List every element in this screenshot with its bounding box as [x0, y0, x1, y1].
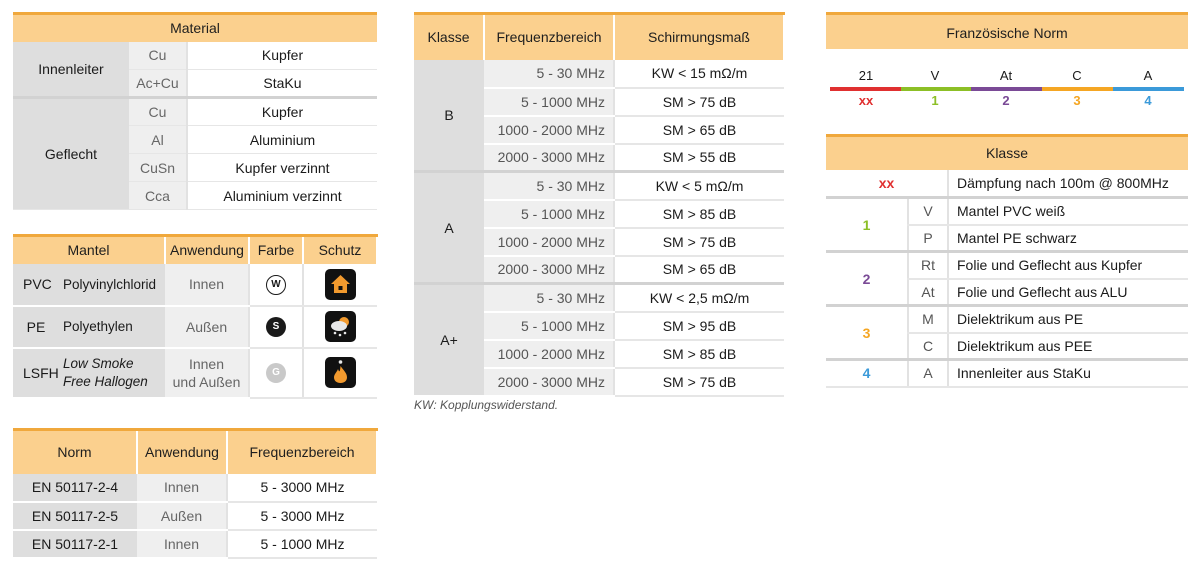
shield-value: KW < 15 mΩ/m — [614, 60, 784, 88]
mantel-abbr: LSFH — [23, 364, 59, 381]
klasse-legend-code: Rt — [908, 252, 948, 279]
klasse-legend-code: A — [908, 360, 948, 387]
french-code: C — [1072, 68, 1082, 83]
material-name: Kupfer — [187, 98, 377, 126]
klasse-legend-desc: Dämpfung nach 100m @ 800MHz — [948, 170, 1188, 198]
shield-value: KW < 5 mΩ/m — [614, 172, 784, 200]
french-code: A — [1143, 68, 1153, 83]
mantel-cell — [13, 264, 165, 306]
freq-range: 5 - 30 MHz — [484, 172, 614, 200]
mantel-cell — [13, 348, 165, 398]
klasse-legend-number: 3 — [826, 306, 908, 360]
french-code-number: 1 — [931, 93, 939, 108]
norm-use: Außen — [137, 502, 227, 530]
mantel-name — [63, 355, 148, 391]
freq-range: 5 - 1000 MHz — [484, 88, 614, 116]
shield-value: KW < 2,5 mΩ/m — [614, 284, 784, 312]
french-code-bar — [830, 87, 901, 91]
mantel-use: Außen — [165, 306, 249, 348]
material-code: Al — [129, 126, 187, 154]
norm-use: Innen — [137, 474, 227, 502]
french-code: 21 — [858, 68, 874, 83]
norm-freq: 5 - 1000 MHz — [227, 530, 377, 558]
french-code-number: xx — [858, 93, 874, 108]
klasse-legend-number: 2 — [826, 252, 908, 306]
farbe-cell — [249, 306, 303, 348]
french-code: V — [930, 68, 940, 83]
farbe-cell — [249, 348, 303, 398]
schutz-cell — [303, 306, 377, 348]
black-circle-icon: S — [266, 317, 286, 337]
klasse-legend-desc: Folie und Geflecht aus ALU — [948, 279, 1188, 306]
shield-value: SM > 85 dB — [614, 200, 784, 228]
freq-range: 2000 - 3000 MHz — [484, 368, 614, 396]
mantel-use: Innen — [165, 264, 249, 306]
klasse-header: Klasse — [414, 14, 484, 60]
klasse-value: B — [414, 60, 484, 172]
grey-circle-icon: G — [266, 363, 286, 383]
french-code: At — [999, 68, 1013, 83]
klasse-legend-desc: Mantel PVC weiß — [948, 198, 1188, 225]
material-name: Aluminium — [187, 126, 377, 154]
norm-use: Innen — [137, 530, 227, 558]
material-code: Cca — [129, 182, 187, 210]
french-code-bar — [1042, 87, 1113, 91]
freq-range: 5 - 30 MHz — [484, 284, 614, 312]
mantel-name-line: Low Smoke — [63, 355, 134, 371]
mantel-table — [13, 234, 378, 399]
french-code-bar — [901, 87, 971, 91]
french-code-bar — [971, 87, 1042, 91]
klasse-legend-desc: Innenleiter aus StaKu — [948, 360, 1188, 387]
mantel-use — [165, 348, 249, 398]
french-code-number: 4 — [1144, 93, 1152, 108]
norm-name: EN 50117-2-5 — [13, 502, 137, 530]
material-name: Kupfer — [187, 42, 377, 70]
klasse-legend-desc: Dielektrikum aus PEE — [948, 333, 1188, 360]
mantel-use-line: Innen — [188, 355, 225, 372]
klasse-legend-number: 4 — [826, 360, 908, 387]
norm-freq: 5 - 3000 MHz — [227, 502, 377, 530]
norm-table — [13, 428, 378, 559]
freq-range: 2000 - 3000 MHz — [484, 256, 614, 284]
freq-range: 1000 - 2000 MHz — [484, 116, 614, 144]
mantel-name-line: Free Hallogen — [63, 373, 148, 389]
klasse-legend-number: xx — [826, 170, 948, 198]
fire-icon — [325, 357, 356, 388]
klasse-legend-code: C — [908, 333, 948, 360]
kw-note — [414, 398, 558, 412]
schutz-header: Schutz — [303, 236, 377, 264]
freq-range: 1000 - 2000 MHz — [484, 340, 614, 368]
material-name: StaKu — [187, 70, 377, 98]
farbe-cell — [249, 264, 303, 306]
freq-range: 1000 - 2000 MHz — [484, 228, 614, 256]
material-name: Aluminium verzinnt — [187, 182, 377, 210]
frequenzbereich-header: Frequenzbereich — [484, 14, 614, 60]
geflecht-label: Geflecht — [13, 98, 129, 210]
french-code-bar — [1113, 87, 1184, 91]
weather-icon — [325, 311, 356, 342]
shield-value: SM > 55 dB — [614, 144, 784, 172]
norm-freq: 5 - 3000 MHz — [227, 474, 377, 502]
white-circle-icon: W — [266, 275, 286, 295]
anwendung-header: Anwendung — [165, 236, 249, 264]
klasse-legend-desc: Mantel PE schwarz — [948, 225, 1188, 252]
kw-note-text: Kopplungswiderstand. — [440, 398, 559, 412]
house-icon — [325, 269, 356, 300]
mantel-abbr: PVC — [23, 276, 52, 292]
klasse-frequenz-table — [414, 12, 785, 397]
norm-header: Norm — [13, 430, 137, 474]
freq-range: 5 - 1000 MHz — [484, 312, 614, 340]
french-code-number: 2 — [1002, 93, 1010, 108]
klasse-legend-number: 1 — [826, 198, 908, 252]
schutz-cell — [303, 348, 377, 398]
mantel-use-line: und Außen — [172, 373, 241, 390]
klasse-value: A+ — [414, 284, 484, 396]
farbe-header: Farbe — [249, 236, 303, 264]
mantel-header: Mantel — [13, 236, 165, 264]
norm-name: EN 50117-2-4 — [13, 474, 137, 502]
klasse-value: A — [414, 172, 484, 284]
kw-note-prefix: KW: — [414, 398, 437, 412]
klasse-legend-code: At — [908, 279, 948, 306]
material-code: Ac+Cu — [129, 70, 187, 98]
material-name: Kupfer verzinnt — [187, 154, 377, 182]
shield-value: SM > 75 dB — [614, 368, 784, 396]
shield-value: SM > 65 dB — [614, 116, 784, 144]
material-code: Cu — [129, 98, 187, 126]
klasse-legend-code: P — [908, 225, 948, 252]
norm-frequenz-header: Frequenzbereich — [227, 430, 377, 474]
klasse-legend-table — [826, 134, 1188, 388]
shield-value: SM > 95 dB — [614, 312, 784, 340]
mantel-name: Polyvinylchlorid — [63, 276, 157, 292]
french-norm-header: Französische Norm — [826, 12, 1188, 49]
klasse-legend-desc: Dielektrikum aus PE — [948, 306, 1188, 333]
material-code: CuSn — [129, 154, 187, 182]
schirmungsmass-header: Schirmungsmaß — [614, 14, 784, 60]
freq-range: 5 - 1000 MHz — [484, 200, 614, 228]
mantel-name: Polyethylen — [63, 319, 133, 334]
material-code: Cu — [129, 42, 187, 70]
shield-value: SM > 75 dB — [614, 228, 784, 256]
norm-anwendung-header: Anwendung — [137, 430, 227, 474]
klasse-legend-desc: Folie und Geflecht aus Kupfer — [948, 252, 1188, 279]
mantel-cell — [13, 306, 165, 348]
norm-name: EN 50117-2-1 — [13, 530, 137, 558]
freq-range: 5 - 30 MHz — [484, 60, 614, 88]
klasse-legend-header: Klasse — [826, 136, 1188, 170]
innenleiter-label: Innenleiter — [13, 42, 129, 98]
schutz-cell — [303, 264, 377, 306]
klasse-legend-code: M — [908, 306, 948, 333]
mantel-abbr: PE — [26, 318, 46, 335]
material-table — [13, 12, 377, 210]
material-header: Material — [13, 14, 377, 42]
shield-value: SM > 75 dB — [614, 88, 784, 116]
french-code-number: 3 — [1073, 93, 1081, 108]
freq-range: 2000 - 3000 MHz — [484, 144, 614, 172]
klasse-legend-code: V — [908, 198, 948, 225]
shield-value: SM > 65 dB — [614, 256, 784, 284]
shield-value: SM > 85 dB — [614, 340, 784, 368]
